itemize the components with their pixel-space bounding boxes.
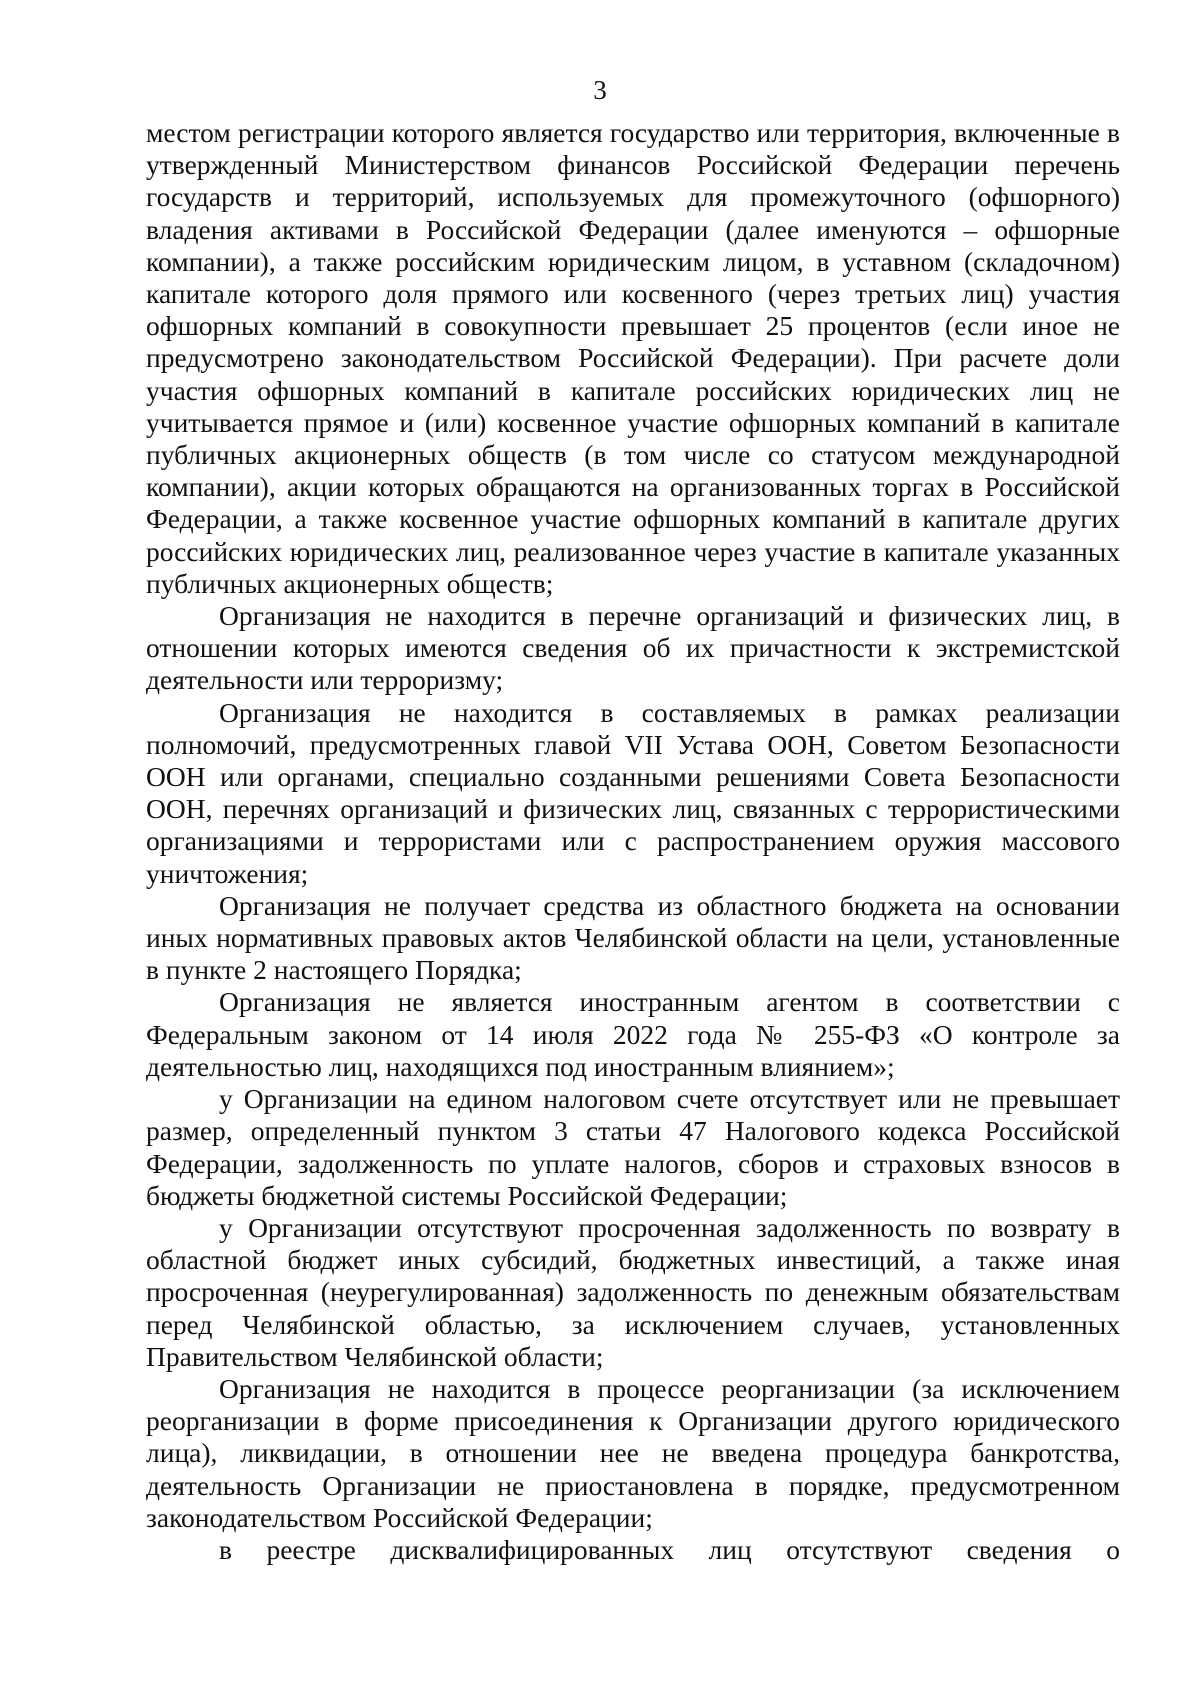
- paragraph-overdue-debt: у Организации отсутствуют просроченная задолженность по возврату в областной бюджет иных субсидий, бюджетных инвестиций, а также иная просроченная (неурегулированная) задолженность по денежным обязательствам перед Челябинской областью, за исключением случаев, установленных Правительством Челябинской области;: [146, 1211, 1120, 1372]
- paragraph-foreign-agent: Организация не является иностранным агентом в соответствии с Федеральным законом от 14 июля 2022 года № 255-ФЗ «О контроле за деятельностью лиц, находящихся под иностранным влиянием»;: [146, 986, 1120, 1082]
- paragraph-disqualified-registry: в реестре дисквалифицированных лиц отсутствуют сведения о: [219, 1533, 1120, 1565]
- paragraph-tax-debt: у Организации на едином налоговом счете отсутствует или не превышает размер, определенный пунктом 3 статьи 47 Налогового кодекса Российской Федерации, задолженность по уплате налогов, сборов и страховых взносов в бюджеты бюджетной системы Российской Федерации;: [146, 1083, 1120, 1211]
- paragraph-offshore-continuation: местом регистрации которого является государство или территория, включенные в утвержденный Министерством финансов Российской Федерации перечень государств и территорий, используемых для промежуточного (офшорного) владения активами в Российской Федерации (далее именуются – офшорные компании), а также российским юридическим лицом, в уставном (складочном) капитале которого доля прямого или косвенного (через третьих лиц) участия офшорных компаний в совокупности превышает 25 процентов (если иное не предусмотрено законодательством Российской Федерации). При расчете доли участия офшорных компаний в капитале российских юридических лиц не учитывается прямое и (или) косвенное участие офшорных компаний в капитале публичных акционерных обществ (в том числе со статусом международной компании), акции которых обращаются на организованных торгах в Российской Федерации, а также косвенное участие офшорных компаний в капитале других российских юридических лиц, реализованное через участие в капитале указанных публичных акционерных обществ;: [146, 117, 1120, 599]
- document-body: [146, 117, 1120, 1566]
- paragraph-reorganization: Организация не находится в процессе реорганизации (за исключением реорганизации в форме присоединения к Организации другого юридического лица), ликвидации, в отношении нее не введена процедура банкротства, деятельность Организации не приостановлена в порядке, предусмотренном законодательством Российской Федерации;: [146, 1372, 1120, 1533]
- page-number: 3: [593, 75, 607, 105]
- paragraph-extremism-list: Организация не находится в перечне организаций и физических лиц, в отношении которых имеются сведения об их причастности к экстремистской деятельности или терроризму;: [146, 600, 1120, 696]
- paragraph-no-other-budget-funds: Организация не получает средства из областного бюджета на основании иных нормативных правовых актов Челябинской области на цели, установленные в пункте 2 настоящего Порядка;: [146, 889, 1120, 986]
- paragraph-un-sanctions-list: Организация не находится в составляемых в рамках реализации полномочий, предусмотренных главой VII Устава ООН, Советом Безопасности ООН или органами, специально созданными решениями Совета Безопасности ООН, перечнях организаций и физических лиц, связанных с террористическими организациями и террористами или с распространением оружия массового уничтожения;: [146, 696, 1120, 889]
